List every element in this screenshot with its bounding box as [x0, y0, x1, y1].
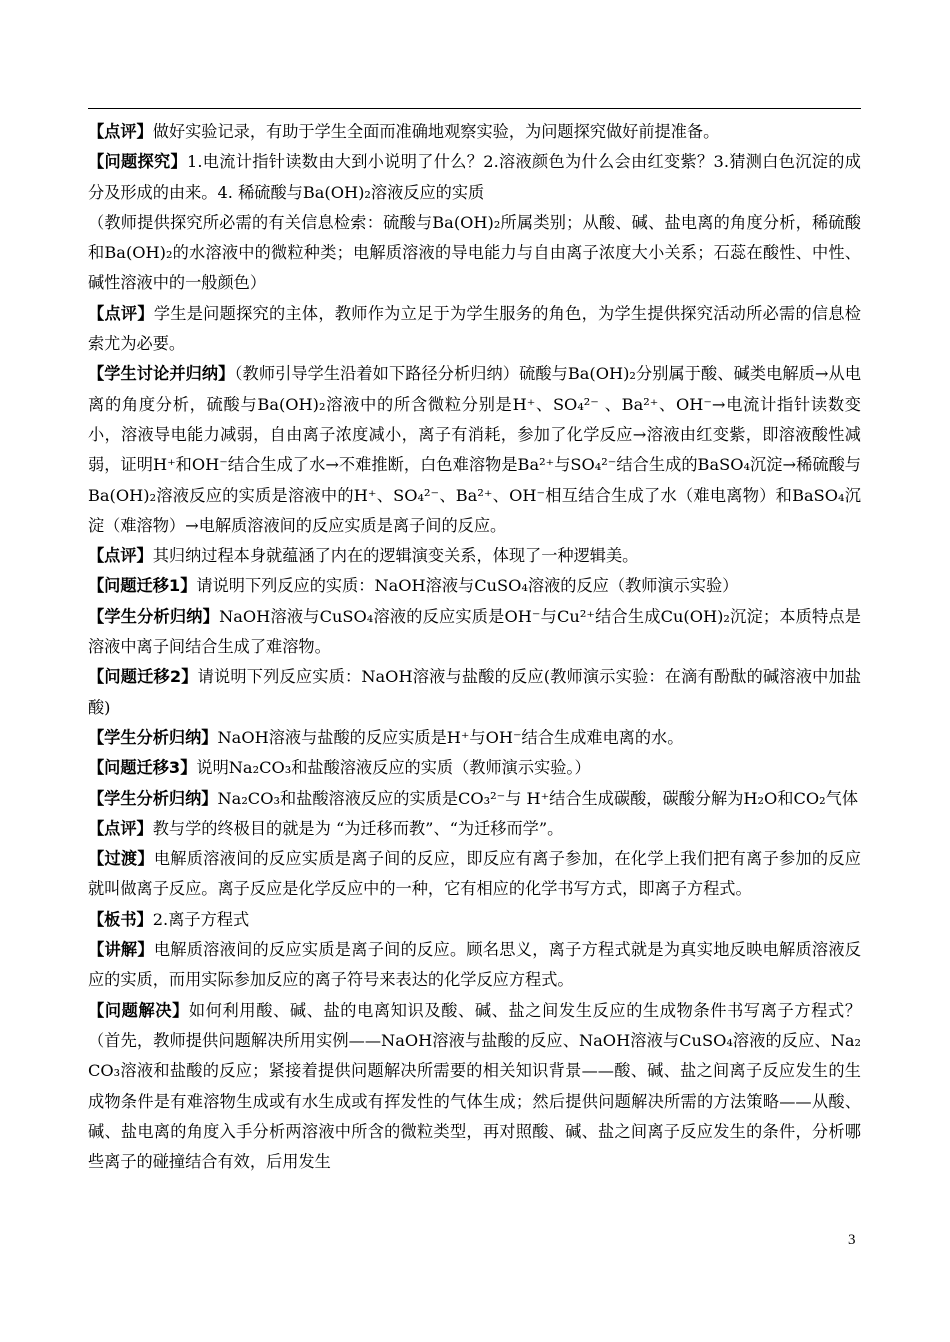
paragraph-text: （教师提供探究所必需的有关信息检索：硫酸与Ba(OH)₂所属类别；从酸、碱、盐电离的角度分析，稀硫酸和Ba(OH)₂的水溶液中的微粒种类；电解质溶液的导电能力与自由离子浓度大小关系；石蕊在酸性、中性、碱性溶液中的一般颜色）	[88, 212, 861, 293]
paragraph-text: 教与学的终极目的就是为 “为迁移而教”、“为迁移而学”。	[152, 818, 564, 838]
paragraph-text: 电解质溶液间的反应实质是离子间的反应，即反应有离子参加，在化学上我们把有离子参加的反应就叫做离子反应。离子反应是化学反应中的一种，它有相应的化学书写方式，即离子方程式。	[88, 849, 861, 899]
paragraph	[88, 996, 861, 1178]
paragraph-text: Na₂CO₃和盐酸溶液反应的实质是CO₃²⁻与 H⁺结合生成碳酸，碳酸分解为H₂O和CO₂气体	[217, 788, 859, 808]
paragraph	[88, 844, 861, 905]
paragraph-tag: 【点评】	[88, 818, 153, 838]
document-body	[88, 117, 861, 1177]
paragraph-text: 其归纳过程本身就蕴涵了内在的逻辑演变关系，体现了一种逻辑美。	[152, 546, 639, 566]
paragraph-tag: 【点评】	[88, 122, 153, 141]
paragraph-text: 学生是问题探究的主体，教师作为立足于为学生服务的角色，为学生提供探究活动所必需的信息检索尤为必要。	[88, 303, 861, 354]
paragraph	[88, 602, 861, 663]
paragraph	[88, 147, 861, 208]
paragraph	[88, 208, 861, 299]
header-rule	[88, 108, 861, 109]
paragraph	[88, 541, 861, 571]
paragraph-text: （教师引导学生沿着如下路径分析归纳）硫酸与Ba(OH)₂分别属于酸、碱类电解质→从电离的角度分析，硫酸与Ba(OH)₂溶液中的所含微粒分别是H⁺、SO₄²⁻ 、Ba²⁺、OH⁻→电流计指针读数变小，溶液导电能力减弱，自由离子浓度减小，离子有消耗，参加了化学反应→溶液由红变紫，即溶液酸性减弱，证明H⁺和OH⁻结合生成了水→不难推断，白色难溶物是Ba²⁺与SO₄²⁻结合生成的BaSO₄沉淀→稀硫酸与Ba(OH)₂溶液反应的实质是溶液中的H⁺、SO₄²⁻、Ba²⁺、OH⁻相互结合生成了水（难电离物）和BaSO₄沉淀（难溶物）→电解质溶液间的反应实质是离子间的反应。	[88, 364, 862, 535]
paragraph-tag: 【问题迁移3】	[88, 758, 197, 778]
paragraph-tag: 【学生分析归纳】	[88, 788, 218, 808]
paragraph-tag: 【讲解】	[88, 940, 154, 960]
paragraph-tag: 【问题迁移1】	[88, 576, 197, 596]
paragraph-text: 2.离子方程式	[152, 909, 250, 929]
paragraph-text: NaOH溶液与CuSO₄溶液的反应实质是OH⁻与Cu²⁺结合生成Cu(OH)₂沉淀；本质特点是溶液中离子间结合生成了难溶物。	[88, 606, 861, 657]
paragraph	[88, 753, 861, 783]
paragraph-text: 做好实验记录，有助于学生全面而准确地观察实验，为问题探究做好前提准备。	[152, 122, 720, 141]
paragraph	[88, 935, 861, 996]
paragraph	[88, 723, 861, 753]
paragraph	[88, 299, 861, 360]
paragraph-tag: 【问题解决】	[88, 1000, 189, 1020]
paragraph-tag: 【学生分析归纳】	[88, 606, 220, 626]
paragraph-text: 请说明下列反应实质：NaOH溶液与盐酸的反应(教师演示实验：在滴有酚酞的碱溶液中加盐酸)	[88, 667, 862, 717]
paragraph-tag: 【板书】	[88, 909, 153, 929]
paragraph-tag: 【过渡】	[88, 849, 154, 869]
paragraph	[88, 359, 861, 541]
paragraph-text: 如何利用酸、碱、盐的电离知识及酸、碱、盐之间发生反应的生成物条件书写离子方程式？（首先，教师提供问题解决所用实例——NaOH溶液与盐酸的反应、NaOH溶液与CuSO₄溶液的反应、Na₂CO₃溶液和盐酸的反应；紧接着提供问题解决所需要的相关知识背景——酸、碱、盐之间离子反应发生的生成物条件是有难溶物生成或有水生成或有挥发性的气体生成；然后提供问题解决所需的方法策略——从酸、碱、盐电离的角度入手分析两溶液中所含的微粒类型，再对照酸、碱、盐之间离子反应发生的条件，分析哪些离子的碰撞结合有效，后用发生	[88, 1000, 862, 1172]
paragraph-tag: 【学生讨论并归纳】	[88, 364, 235, 384]
paragraph-text: 请说明下列反应的实质：NaOH溶液与CuSO₄溶液的反应（教师演示实验）	[196, 576, 739, 596]
paragraph-text: 说明Na₂CO₃和盐酸溶液反应的实质（教师演示实验。）	[196, 758, 591, 778]
paragraph-tag: 【问题迁移2】	[88, 667, 198, 687]
paragraph-tag: 【点评】	[88, 303, 154, 323]
paragraph-tag: 【点评】	[88, 546, 153, 566]
paragraph	[88, 662, 861, 723]
paragraph-text: 1.电流计指针读数由大到小说明了什么？2.溶液颜色为什么会由红变紫？3.猜测白色沉淀的成分及形成的由来。4. 稀硫酸与Ba(OH)₂溶液反应的实质	[88, 152, 861, 202]
page-number: 3	[848, 1232, 856, 1248]
paragraph	[88, 571, 861, 601]
paragraph	[88, 814, 861, 844]
paragraph-text: NaOH溶液与盐酸的反应实质是H⁺与OH⁻结合生成难电离的水。	[217, 727, 684, 747]
paragraph	[88, 117, 861, 147]
paragraph	[88, 905, 861, 935]
paragraph-text: 电解质溶液间的反应实质是离子间的反应。顾名思义，离子方程式就是为真实地反映电解质溶液反应的实质，而用实际参加反应的离子符号来表达的化学反应方程式。	[88, 940, 861, 990]
paragraph-tag: 【学生分析归纳】	[88, 727, 218, 747]
paragraph-tag: 【问题探究】	[88, 152, 188, 172]
paragraph	[88, 784, 861, 814]
